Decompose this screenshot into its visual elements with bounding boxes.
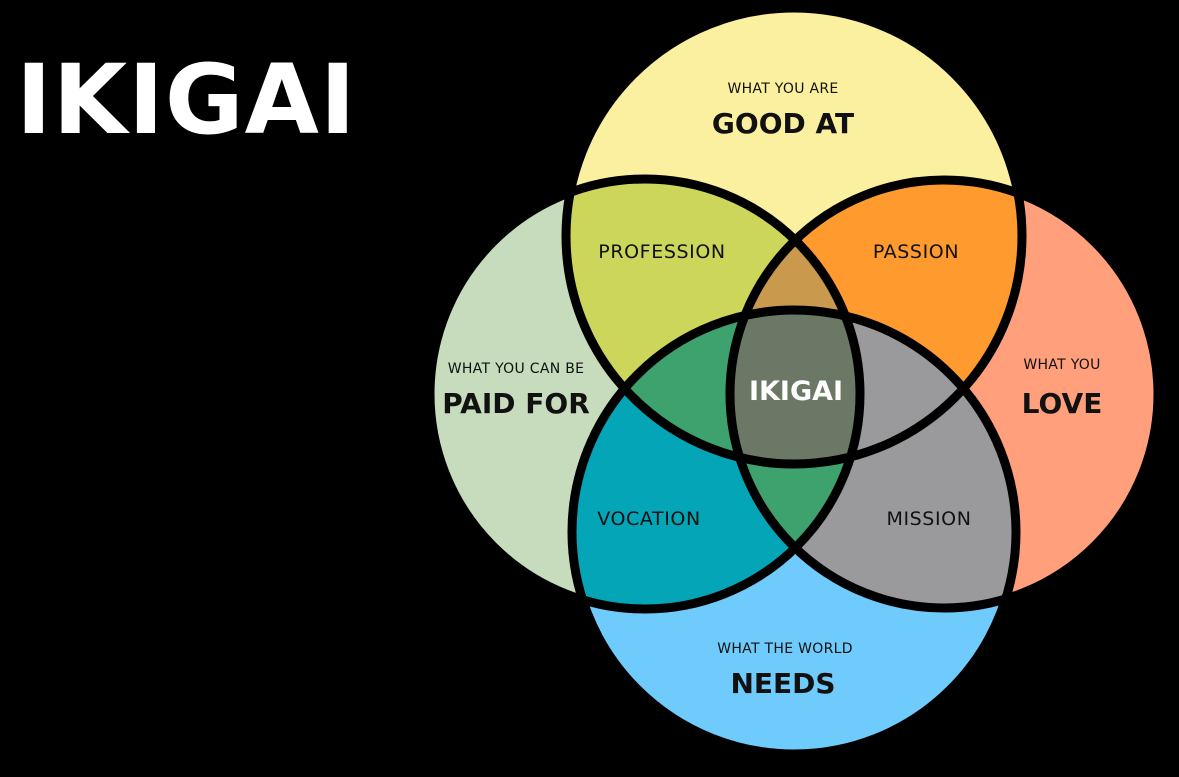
profession-label: PROFESSION	[598, 241, 726, 263]
love-big-label: LOVE	[1021, 387, 1103, 420]
page-title: IKIGAI	[16, 44, 357, 156]
passion-label: PASSION	[872, 241, 960, 263]
mission-label: MISSION	[886, 508, 972, 530]
love-small-label: WHAT YOU	[1023, 357, 1101, 373]
needs-big-label: NEEDS	[730, 667, 836, 700]
ikigai-center-label: IKIGAI	[748, 376, 844, 407]
good-at-big-label: GOOD AT	[711, 107, 855, 140]
needs-small-label: WHAT THE WORLD	[717, 641, 853, 657]
good-at-small-label: WHAT YOU ARE	[727, 81, 839, 97]
paid-for-small-label: WHAT YOU CAN BE	[447, 361, 585, 377]
vocation-label: VOCATION	[597, 508, 701, 530]
paid-for-big-label: PAID FOR	[442, 387, 590, 420]
